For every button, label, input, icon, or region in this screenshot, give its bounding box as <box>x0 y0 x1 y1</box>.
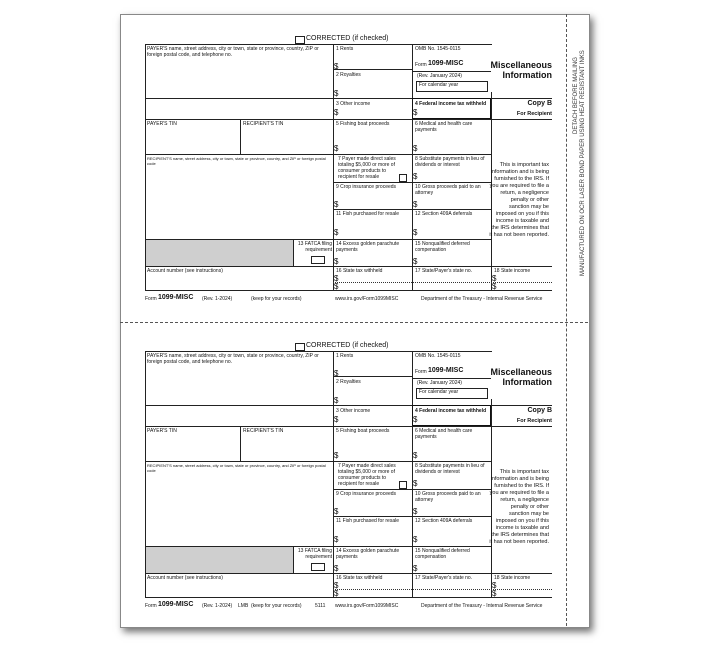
corrected-label: CORRECTED (if checked) <box>306 342 389 349</box>
footer-form-number: 1099-MISC <box>158 601 194 608</box>
rule-horizontal <box>145 597 552 598</box>
box9-dollar: $ <box>334 200 339 209</box>
horizontal-perforation <box>120 322 588 323</box>
box15-dollar: $ <box>413 564 418 573</box>
recipient-tin-label: RECIPIENT'S TIN <box>243 428 284 434</box>
rule-horizontal <box>333 209 492 210</box>
rule-vertical <box>333 351 334 597</box>
footer-department: Department of the Treasury - Internal Revenue Service <box>421 296 543 302</box>
rule-vertical <box>240 119 241 154</box>
rule-vertical <box>293 239 294 266</box>
box9-label: 9 Crop insurance proceeds <box>336 491 397 497</box>
box16a-dollar: $ <box>334 274 339 283</box>
footer-revision: (Rev. 1-2024) <box>202 296 233 302</box>
box4-dollar: $ <box>413 415 418 424</box>
box16-label: 16 State tax withheld <box>336 575 383 581</box>
box15-label: 15 Nonqualified deferred compensation <box>415 548 470 560</box>
rule-vertical <box>491 573 492 597</box>
rule-horizontal <box>333 489 492 490</box>
box11-label: 11 Fish purchased for resale <box>336 211 399 217</box>
rule-horizontal <box>145 351 492 352</box>
box11-dollar: $ <box>334 535 339 544</box>
box18b-dollar: $ <box>492 589 497 598</box>
rule-horizontal <box>145 290 552 291</box>
form-label: Form <box>415 62 427 68</box>
footer-department: Department of the Treasury - Internal Revenue Service <box>421 603 543 609</box>
box15-label: 15 Nonqualified deferred compensation <box>415 241 470 253</box>
box18b-dollar: $ <box>492 282 497 291</box>
box16a-dollar: $ <box>334 581 339 590</box>
dotted-separator <box>333 282 552 283</box>
form-label: Form <box>415 369 427 375</box>
box17-label: 17 State/Payer's state no. <box>415 575 473 581</box>
footer-url: www.irs.gov/Form1099MISC <box>335 603 399 609</box>
form-1099-misc-bottom <box>145 341 552 612</box>
vertical-perforation <box>566 14 567 626</box>
calendar-year-label: For calendar year <box>419 82 459 88</box>
box9-label: 9 Crop insurance proceeds <box>336 184 397 190</box>
box2-dollar: $ <box>334 396 339 405</box>
recipient-info-label: RECIPIENT'S name, street address, city or town, state or province, country, and ZIP or foreign postal code <box>147 463 326 473</box>
box7-checkbox[interactable] <box>399 174 407 182</box>
box8-label: 8 Substitute payments in lieu of dividends or interest <box>415 156 485 168</box>
box16b-dollar: $ <box>334 589 339 598</box>
footer-code-lmb: LMB <box>238 603 249 609</box>
form-number: 1099-MISC <box>428 60 464 67</box>
omb-number: OMB No. 1545-0115 <box>415 46 461 52</box>
copy-designation: Copy B <box>527 100 552 107</box>
rule-horizontal <box>333 516 492 517</box>
rule-vertical <box>491 266 492 290</box>
rule-horizontal <box>333 69 412 70</box>
box11-label: 11 Fish purchased for resale <box>336 518 399 524</box>
shaded-area <box>146 240 293 266</box>
box14-dollar: $ <box>334 257 339 266</box>
rule-vertical <box>412 44 413 290</box>
box5-dollar: $ <box>334 144 339 153</box>
rule-horizontal <box>145 461 492 462</box>
box3-dollar: $ <box>334 108 339 117</box>
box8-dollar: $ <box>413 172 418 181</box>
rule-vertical <box>333 44 334 290</box>
box8-dollar: $ <box>413 479 418 488</box>
dotted-separator <box>333 589 552 590</box>
corrected-label: CORRECTED (if checked) <box>306 35 389 42</box>
payer-info-label: PAYER'S name, street address, city or town, state or province, country, ZIP or foreign postal code, and telephone no. <box>147 353 319 365</box>
box7-label: 7 Payer made direct sales totaling $5,000 or more of consumer products to recipient for resale <box>338 156 396 180</box>
box5-label: 5 Fishing boat proceeds <box>336 121 390 127</box>
fatca-checkbox[interactable] <box>311 563 325 571</box>
form-1099-misc-top <box>145 34 552 305</box>
box17-label: 17 State/Payer's state no. <box>415 268 473 274</box>
box4-label: 4 Federal income tax withheld <box>415 408 487 414</box>
box16b-dollar: $ <box>334 282 339 291</box>
box1-dollar: $ <box>334 62 339 71</box>
box12-label: 12 Section 409A deferrals <box>415 518 473 524</box>
box3-dollar: $ <box>334 415 339 424</box>
box5-dollar: $ <box>334 451 339 460</box>
rule-vertical <box>412 351 413 597</box>
for-recipient-label: For Recipient <box>516 418 552 424</box>
rule-vertical <box>293 546 294 573</box>
rule-horizontal <box>333 376 412 377</box>
shaded-area <box>146 547 293 573</box>
box2-label: 2 Royalties <box>336 379 361 385</box>
footer-form-number: 1099-MISC <box>158 294 194 301</box>
rule-horizontal <box>333 182 492 183</box>
footer-revision: (Rev. 1-2024) <box>202 603 233 609</box>
box4-label: 4 Federal income tax withheld <box>415 101 487 107</box>
fatca-checkbox[interactable] <box>311 256 325 264</box>
box12-dollar: $ <box>413 228 418 237</box>
revision-date: (Rev. January 2024) <box>417 73 462 79</box>
omb-number: OMB No. 1545-0115 <box>415 353 461 359</box>
rule-horizontal <box>412 71 491 72</box>
box12-dollar: $ <box>413 535 418 544</box>
box6-label: 6 Medical and health care payments <box>415 428 473 440</box>
account-number-label: Account number (see instructions) <box>147 268 223 274</box>
important-tax-notice: This is important tax information and is being furnished to the IRS. If you are required to file a return, a negligence penalty or other sanction may be imposed on you if this income is taxable and the IRS determines that it has not been reported. <box>489 162 549 238</box>
for-recipient-label: For Recipient <box>516 111 552 117</box>
payer-tin-label: PAYER'S TIN <box>147 121 177 127</box>
box9-dollar: $ <box>334 507 339 516</box>
box18a-dollar: $ <box>492 581 497 590</box>
recipient-info-label: RECIPIENT'S name, street address, city or town, state or province, country, and ZIP or foreign postal code <box>147 156 326 166</box>
box18-label: 18 State income <box>494 575 531 581</box>
payer-info-label: PAYER'S name, street address, city or town, state or province, country, ZIP or foreign postal code, and telephone no. <box>147 46 319 58</box>
box10-dollar: $ <box>413 200 418 209</box>
box14-label: 14 Excess golden parachute payments <box>336 241 400 253</box>
footer-url: www.irs.gov/Form1099MISC <box>335 296 399 302</box>
rule-horizontal <box>145 154 492 155</box>
box1-label: 1 Rents <box>336 46 354 52</box>
important-tax-notice: This is important tax information and is being furnished to the IRS. If you are required to file a return, a negligence penalty or other sanction may be imposed on you if this income is taxable and the IRS determines that it has not been reported. <box>489 469 549 545</box>
detach-notice: DETACH BEFORE MAILING <box>573 57 579 134</box>
box7-label: 7 Payer made direct sales totaling $5,000 or more of consumer products to recipient for resale <box>338 463 396 487</box>
rule-horizontal <box>145 119 552 120</box>
box10-label: 10 Gross proceeds paid to an attorney <box>415 184 481 196</box>
fatca-label: 13 FATCA filing requirement <box>297 548 332 560</box>
footer-keep-records: (keep for your records) <box>251 603 302 609</box>
box15-dollar: $ <box>413 257 418 266</box>
footer-keep-records: (keep for your records) <box>251 296 302 302</box>
box1-dollar: $ <box>334 369 339 378</box>
box10-label: 10 Gross proceeds paid to an attorney <box>415 491 481 503</box>
form-title: Miscellaneous Information <box>490 367 552 387</box>
corrected-checkbox[interactable] <box>295 343 305 351</box>
rule-vertical <box>240 426 241 461</box>
revision-date: (Rev. January 2024) <box>417 380 462 386</box>
recipient-tin-label: RECIPIENT'S TIN <box>243 121 284 127</box>
box2-dollar: $ <box>334 89 339 98</box>
box1-label: 1 Rents <box>336 353 354 359</box>
manufacture-notice: MANUFACTURED ON OCR LASER BOND PAPER USING HEAT RESISTANT INKS <box>580 50 586 276</box>
box11-dollar: $ <box>334 228 339 237</box>
calendar-year-label: For calendar year <box>419 389 459 395</box>
footer-code: 5111 <box>315 603 326 609</box>
box18a-dollar: $ <box>492 274 497 283</box>
box4-dollar: $ <box>413 108 418 117</box>
box6-dollar: $ <box>413 144 418 153</box>
box14-dollar: $ <box>334 564 339 573</box>
account-number-label: Account number (see instructions) <box>147 575 223 581</box>
fatca-label: 13 FATCA filing requirement <box>297 241 332 253</box>
box8-label: 8 Substitute payments in lieu of dividends or interest <box>415 463 485 475</box>
rule-horizontal <box>412 378 491 379</box>
rule-horizontal <box>145 426 552 427</box>
copy-designation: Copy B <box>527 407 552 414</box>
box6-label: 6 Medical and health care payments <box>415 121 473 133</box>
rule-horizontal <box>145 44 492 45</box>
box16-label: 16 State tax withheld <box>336 268 383 274</box>
footer-form-label: Form <box>145 296 157 302</box>
footer-form-label: Form <box>145 603 157 609</box>
form-title: Miscellaneous Information <box>490 60 552 80</box>
corrected-checkbox[interactable] <box>295 36 305 44</box>
box12-label: 12 Section 409A deferrals <box>415 211 473 217</box>
payer-tin-label: PAYER'S TIN <box>147 428 177 434</box>
box14-label: 14 Excess golden parachute payments <box>336 548 400 560</box>
box2-label: 2 Royalties <box>336 72 361 78</box>
box5-label: 5 Fishing boat proceeds <box>336 428 390 434</box>
box18-label: 18 State income <box>494 268 531 274</box>
box3-label: 3 Other income <box>336 408 371 414</box>
form-number: 1099-MISC <box>428 367 464 374</box>
box6-dollar: $ <box>413 451 418 460</box>
box10-dollar: $ <box>413 507 418 516</box>
box7-checkbox[interactable] <box>399 481 407 489</box>
box3-label: 3 Other income <box>336 101 371 107</box>
